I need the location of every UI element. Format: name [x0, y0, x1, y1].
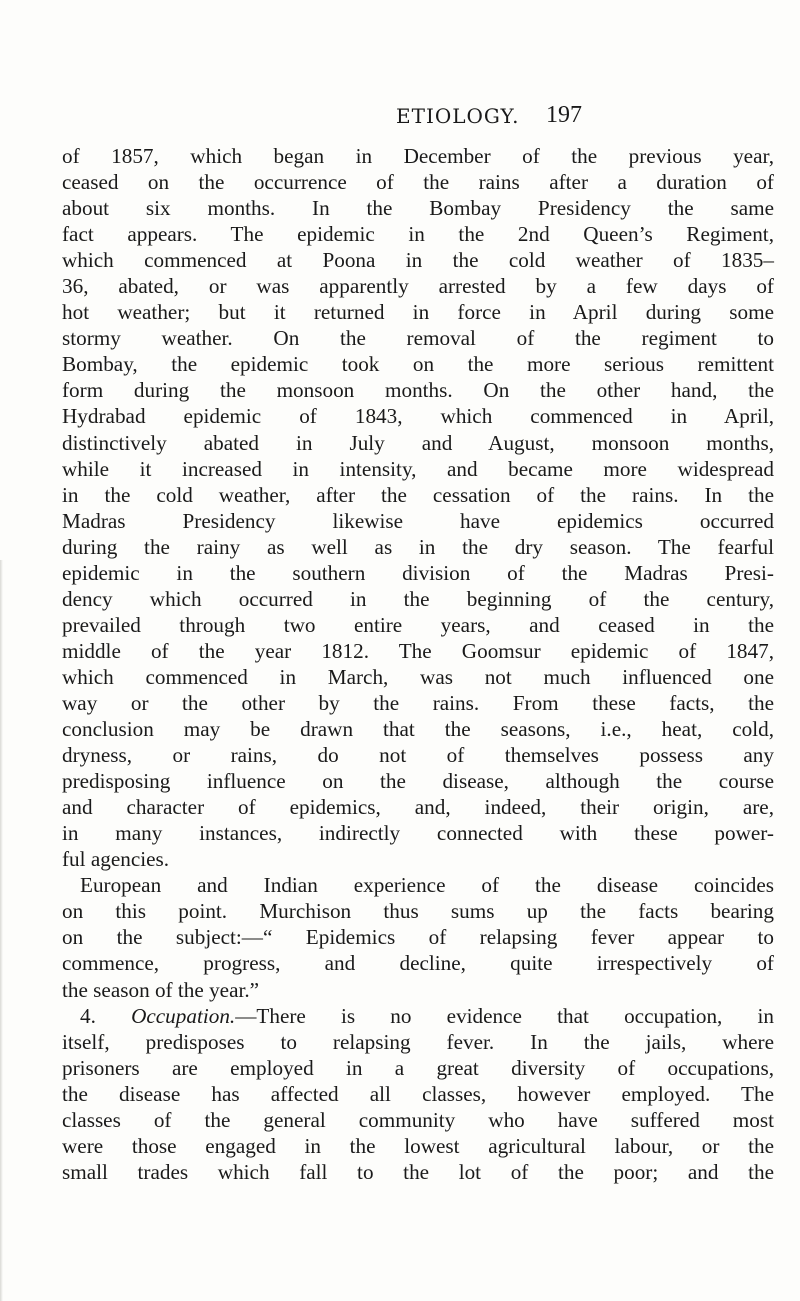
page-edge-shadow: [0, 560, 3, 1301]
text-line-16: during the rainy as well as in the dry season. The fearful: [62, 534, 774, 559]
text-line-37: the disease has affected all classes, however employed. The: [62, 1081, 774, 1106]
text-line-6: 36, abated, or was apparently arrested by a few days of: [62, 274, 774, 299]
text-line-18: dency which occurred in the beginning of the century,: [62, 586, 774, 611]
text-line-25: predisposing influence on the disease, although the course: [62, 769, 774, 794]
text-line-1: of 1857, which began in December of the previous year,: [62, 144, 774, 168]
text-line-33: the season of the year.”: [62, 977, 260, 1002]
page-number: 197: [546, 102, 582, 128]
text-line-8: stormy weather. On the removal of the regiment to: [62, 326, 774, 351]
text-line-4: fact appears. The epidemic in the 2nd Queen’s Regiment,: [62, 222, 774, 247]
text-line-15: Madras Presidency likewise have epidemics occurred: [62, 508, 774, 533]
section-number: 4.: [80, 1003, 132, 1028]
running-head: [0, 102, 800, 132]
text-line-35: itself, predisposes to relapsing fever. In the jails, where: [62, 1029, 774, 1054]
text-line-7: hot weather; but it returned in force in April during some: [62, 300, 774, 325]
section-heading-occupation: Occupation.: [131, 1003, 236, 1028]
text-line-31: on the subject:—“ Epidemics of relapsing fever appear to: [62, 925, 774, 950]
text-line-26: and character of epidemics, and, indeed, their origin, are,: [62, 795, 774, 820]
text-line-39: were those engaged in the lowest agricultural labour, or the: [62, 1133, 774, 1158]
text-line-9: Bombay, the epidemic took on the more serious remittent: [62, 352, 774, 377]
body-text: [62, 143, 774, 1185]
running-head-title: ETIOLOGY.: [396, 104, 520, 128]
text-line-11: Hydrabad epidemic of 1843, which commenced in April,: [62, 404, 774, 429]
text-line-29: European and Indian experience of the disease coincides: [80, 873, 774, 898]
text-line-12: distinctively abated in July and August, monsoon months,: [62, 430, 774, 455]
text-line-19: prevailed through two entire years, and ceased in the: [62, 612, 774, 637]
text-line-14: in the cold weather, after the cessation of the rains. In the: [62, 482, 774, 507]
section-line-rest: —There is no evidence that occupation, in: [235, 1003, 774, 1028]
text-line-20: middle of the year 1812. The Goomsur epidemic of 1847,: [62, 638, 774, 663]
text-line-34: [62, 1003, 774, 1029]
text-line-40: small trades which fall to the lot of the poor; and the: [62, 1159, 774, 1184]
text-line-23: conclusion may be drawn that the seasons, i.e., heat, cold,: [62, 717, 774, 742]
text-line-36: prisoners are employed in a great diversity of occupations,: [62, 1055, 774, 1080]
text-line-24: dryness, or rains, do not of themselves possess any: [62, 743, 774, 768]
text-line-3: about six months. In the Bombay Presidency the same: [62, 196, 774, 221]
text-line-2: ceased on the occurrence of the rains after a duration of: [62, 170, 774, 195]
text-line-30: on this point. Murchison thus sums up the facts bearing: [62, 899, 774, 924]
text-line-13: while it increased in intensity, and became more widespread: [62, 456, 774, 481]
text-line-5: which commenced at Poona in the cold weather of 1835–: [62, 248, 774, 273]
text-line-27: in many instances, indirectly connected with these power-: [62, 821, 774, 846]
text-line-10: form during the monsoon months. On the other hand, the: [62, 378, 774, 403]
text-line-21: which commenced in March, was not much influenced one: [62, 664, 774, 689]
text-line-22: way or the other by the rains. From these facts, the: [62, 690, 774, 715]
text-line-38: classes of the general community who have suffered most: [62, 1107, 774, 1132]
text-line-28: ful agencies.: [62, 847, 170, 872]
text-line-17: epidemic in the southern division of the Madras Presi-: [62, 560, 774, 585]
text-line-32: commence, progress, and decline, quite irrespectively of: [62, 951, 774, 976]
